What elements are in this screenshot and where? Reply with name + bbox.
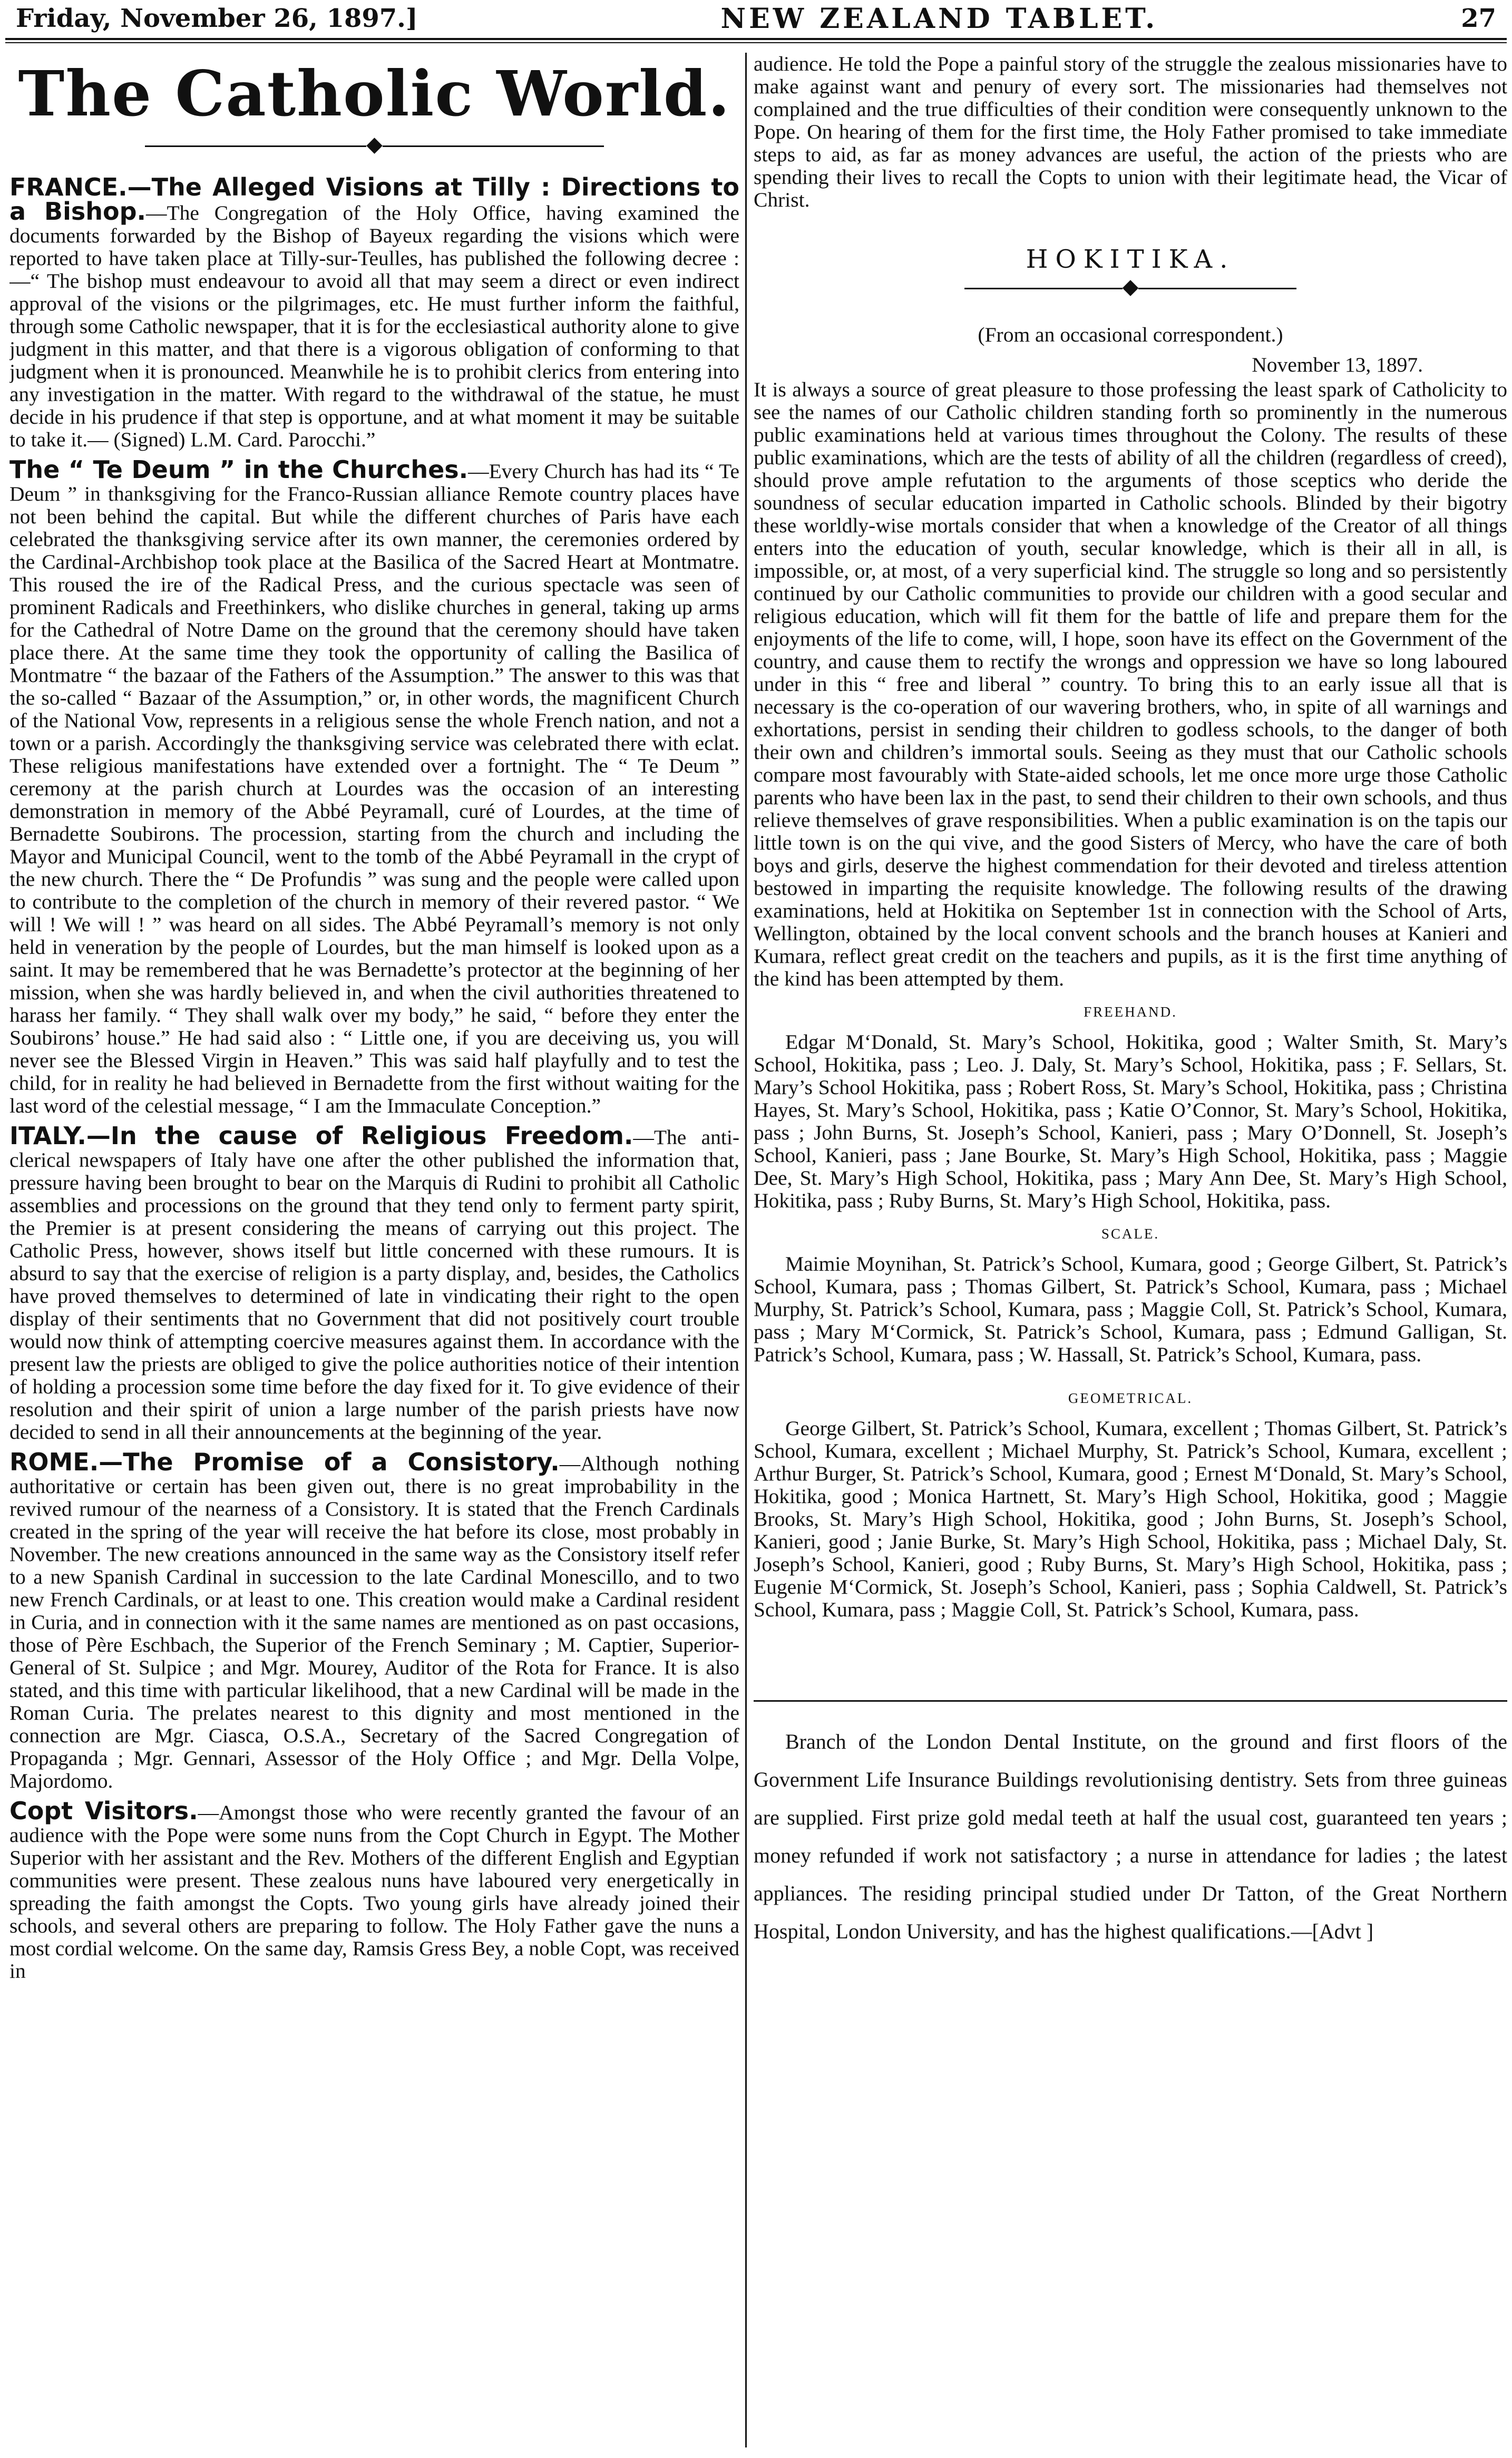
header-date: Friday, November 26, 1897.]	[16, 4, 418, 33]
results-label: SCALE.	[1101, 1226, 1160, 1242]
results-geometrical	[754, 1387, 1507, 1621]
article-heading: The “ Te Deum ” in the Churches.	[9, 455, 469, 484]
header-rule	[5, 38, 1507, 40]
article-heading: ITALY.—In the cause of Religious Freedom.	[9, 1121, 633, 1150]
article-heading: ROME.—The Promise of a Consistory.	[9, 1448, 560, 1476]
left-column	[9, 53, 739, 2450]
results-label: FREEHAND.	[1084, 1004, 1177, 1020]
diamond-icon: ◆	[1122, 275, 1139, 298]
masthead-ornament	[9, 134, 739, 155]
page-header	[0, 0, 1512, 37]
hokitika-byline: (From an occasional correspondent.)	[978, 323, 1283, 346]
hokitika-ornament	[754, 276, 1507, 297]
results-text: Maimie Moynihan, St. Patrick’s School, Kumara, good ; George Gilbert, St. Patrick’s School, Kumara, pass ; Thomas Gilbert, St. Patrick’s School, Kumara, pass ; Michael Murphy, St. Patrick’s School, Kumara, pass ; Maggie Coll, St. Patrick’s School, Kumara, pass ; Mary M‘Cormick, St. Patrick’s School, Kumara, pass ; Edmund Galligan, St. Patrick’s School, Kumara, pass ; W. Hassall, St. Patrick’s School, Kumara, pass.	[754, 1252, 1507, 1366]
right-column	[754, 53, 1507, 2450]
results-scale	[754, 1223, 1507, 1366]
article-te-deum	[9, 455, 739, 1117]
article-body: —Every Church has had its “ Te Deum ” in thanksgiving for the Franco-Russian alliance Remote country places have not been behind the capital. But while the different churches of Paris have each celebrated the thanksgiving service after its own manner, the ceremonies ordered by the Cardinal-Archbishop took place at the Basilica of the Sacred Heart at Montmatre. This roused the ire of the Radical Press, and the curious spectacle was seen of prominent Radicals and Freethinkers, who dislike churches in general, taking up arms for the Cathedral of Notre Dame on the ground that the ceremony should have taken place there. At the same time they took the opportunity of calling the Basilica of Montmatre “ the bazaar of the Fathers of the Assumption.” The answer to this was that the so-called “ Bazaar of the Assumption,” or, in other words, the magnificent Church of the National Vow, represents in a religious sense the whole French nation, and not a town or a parish. Accordingly the thanksgiving service was celebrated there with eclat. These religious manifestations have extended over a fortnight. The “ Te Deum ” ceremony at the parish church at Lourdes was the occasion of an interesting demonstration in memory of the Abbé Peyramall, curé of Lourdes, at the time of Bernadette Soubirons. The procession, starting from the church and including the Mayor and Municipal Council, went to the tomb of the Abbé Peyramall in the crypt of the new church. There the “ De Profundis ” was sung and the people were called upon to contribute to the completion of the church in memory of their revered pastor. “ We will ! We will ! ” was heard on all sides. The Abbé Peyramall’s memory is not only held in veneration by the people of Lourdes, but the man himself is looked upon as a saint. It may be remembered that he was Bernadette’s protector at the beginning of her mission, when she was hardly believed in, and when the civil authorities threatened to harass her family. “ They shall walk over my body,” he said, “ before they enter the Soubirons’ house.” He had said also : “ Little one, if you are deceiving us, you will never see the Blessed Virgin in Heaven.” This was said half playfully and to test the child, for in reality he had believed in Bernadette from the first without waiting for the last word of the celestial message, “ I am the Immaculate Conception.”	[9, 460, 739, 1117]
hokitika-body: It is always a source of great pleasure to those professing the least spark of Catholicity to see the names of our Catholic children standing forth so prominently in the numerous public examinations held at various times throughout the Colony. The results of these public examinations, which are the tests of ability of all the children (regardless of creed), should prove ample refutation to the arguments of those sceptics who deride the soundness of secular education imparted in Catholic schools. Blinded by their bigotry these worldly-wise mortals consider that when a knowledge of the Creator of all things enters into the education of youth, secular knowledge, which is their all in all, is impossible, or, at most, of a very superficial kind. The struggle so long and so persistently continued by our Catholic communities to provide our children with a good secular and religious education, which will fit them for the battle of life and prepare them for the enjoyments of the life to come, will, I hope, soon have its effect on the Government of the country, and cause them to rectify the wrongs and oppression we have so long laboured under in this “ free and liberal ” country. To bring this to an early issue all that is necessary is the co-operation of our wavering brothers, who, in spite of all warnings and exhortations, persist in sending their children to godless schools, to the danger of both their own and children’s immortal souls. Seeing as they must that our Catholic schools compare most favourably with State-aided schools, let me once more urge those Catholic parents who have been lax in the past, to send their children to their own schools, and thus relieve themselves of grave responsibilities. When a public examination is on the tapis our little town is on the qui vive, and the good Sisters of Mercy, who have the care of both boys and girls, deserve the highest commendation for their devoted and tireless attention bestowed in imparting the requisite knowledge. The following results of the drawing examinations, held at Hokitika on September 1st in connection with the School of Arts, Wellington, obtained by the local convent schools and the branch houses at Kanieri and Kumara, reflect great credit on the teachers and pupils, as it is the first time anything of the kind has been attempted by them.	[754, 378, 1507, 990]
header-rule-thin	[5, 42, 1507, 43]
article-body: —The Congregation of the Holy Office, having examined the documents forwarded by the Bishop of Bayeux regarding the visions which were reported to have taken place at Tilly-sur-Teulles, has published the following decree :—“ The bishop must endeavour to avoid all that may seem a direct or even indirect approval of the visions or the pilgrimages, etc. He must further inform the faithful, through some Catholic newspaper, that it is for the ecclesiastical authority alone to give judgment in this matter, and that there is a vigorous obligation of conforming to that judgment when it is pronounced. Meanwhile he is to prohibit clerics from entering into any investigation in the matter. With regard to the withdrawal of the statue, he must decide in his prudence if that step is opportune, and at what moment it may be suitable to take it.— (Signed) L.M. Card. Parocchi.”	[9, 201, 739, 451]
diamond-icon: ◆	[366, 132, 383, 156]
header-paper-name: NEW ZEALAND TABLET.	[720, 2, 1158, 35]
results-label: GEOMETRICAL.	[1068, 1390, 1193, 1406]
results-text: George Gilbert, St. Patrick’s School, Kumara, excellent ; Thomas Gilbert, St. Patrick’s School, Kumara, excellent ; Michael Murphy, St. Patrick’s School, Kumara, excellent ; Arthur Burger, St. Patrick’s School, Kumara, good ; Ernest M‘Donald, St. Mary’s School, Hokitika, good ; Monica Hartnett, St. Mary’s High School, Hokitika, good ; Maggie Brooks, St. Mary’s High School, Hokitika, good ; John Burns, St. Joseph’s School, Kanieri, good ; Janie Burke, St. Mary’s High School, Hokitika, pass ; Michael Daly, St. Joseph’s School, Kanieri, good ; Ruby Burns, St. Mary’s High School, Hokitika, pass ; Eugenie M‘Cormick, St. Joseph’s School, Kanieri, pass ; Sophia Caldwell, St. Patrick’s School, Kumara, pass ; Maggie Coll, St. Patrick’s School, Kumara, pass.	[754, 1417, 1507, 1621]
article-body: —Amongst those who were recently granted the favour of an audience with the Pope were some nuns from the Copt Church in Egypt. The Mother Superior with her assistant and the Rev. Mothers of the different English and Egyptian communities were present. These zealous nuns have laboured very energetically in spreading the faith amongst the Copts. Two young girls have already joined their schools, and several others are preparing to follow. The Holy Father gave the nuns a most cordial welcome. On the same day, Ramsis Gress Bey, a noble Copt, was received in	[9, 1801, 739, 1983]
article-copt	[9, 1797, 739, 1983]
article-copt-continued: audience. He told the Pope a painful story of the struggle the zealous missionaries have to make against want and penury of every sort. The missionaries had themselves not complained and the true difficulties of their condition were consequently unknown to the Pope. On hearing of them for the first time, the Holy Father promised to take immediate steps to aid, as far as money advances are useful, the action of the priests who are spending their lives to recall the Copts to union with their legitimate head, the Vicar of Christ.	[754, 53, 1507, 211]
article-heading: Copt Visitors.	[9, 1797, 198, 1825]
article-heading: FRANCE.—The Alleged Visions at Tilly : Directions to a Bishop.	[9, 173, 739, 226]
article-italy	[9, 1121, 739, 1443]
article-body: —The anti-clerical newspapers of Italy have one after the other published the information that, pressure having been brought to bear on the Marquis di Rudini to prohibit all Catholic assemblies and processions on the ground that they tend only to ferment party spirit, the Premier is at present considering the means of carrying out this project. The Catholic Press, however, shows itself but little concerned with these rumours. It is absurd to say that the exercise of religion is a party display, and, besides, the Catholics have proved themselves to determined of late in vindicating their right to the open display of their sentiments that no Government that did not positively court trouble would now think of attempting coercive measures against them. In accordance with the present law the priests are obliged to give the police authorities notice of their intention of holding a procession some time before the day fixed for it. To give evidence of their resolution and their spirit of union a large number of the parish priests have now decided to send in all their announcements at the beginning of the year.	[9, 1126, 739, 1443]
hokitika-date: November 13, 1897.	[1252, 353, 1423, 376]
header-page-number: 27	[1461, 4, 1496, 33]
advertisement-text: Branch of the London Dental Institute, on the ground and first floors of the Government Life Insurance Buildings revolutionising dentistry. Sets from three guineas are supplied. First prize gold medal teeth at half the usual cost, guaranteed ten years ; money refunded if work not satisfactory ; a nurse in attendance for ladies ; the latest appliances. The residing principal studied under Dr Tatton, of the Great Northern Hospital, London University, and has the highest qualifications.—[Advt ]	[754, 1730, 1507, 1943]
article-rome	[9, 1448, 739, 1792]
results-freehand	[754, 1001, 1507, 1212]
article-body: —Although nothing authoritative or certain has been given out, there is no great improbability in the revived rumour of the nearness of a Consistory. It is stated that the French Cardinals created in the spring of the year will receive the hat before its close, most probably in November. The new creations announced in the same way as the Consistory itself refer to a new Spanish Cardinal in succession to the late Cardinal Monescillo, and to two new French Cardinals, or at least to one. This creation would make a Cardinal resident in Curia, and in connection with it the same names are mentioned as on past occasions, those of Père Eschbach, the Superior of the French Seminary ; M. Captier, Superior-General of St. Sulpice ; and Mgr. Mourey, Auditor of the Rota for France. It is also stated, and this time with particular likelihood, that a new Cardinal will be made in the Roman Curia. The prelates nearest to this dignity and most mentioned in the connection are Mgr. Ciasca, O.S.A., Secretary of the Sacred Congregation of Propaganda ; Mgr. Gennari, Assessor of the Holy Office ; and Mgr. Della Volpe, Majordomo.	[9, 1452, 739, 1792]
dental-advertisement	[754, 1700, 1507, 1950]
column-divider	[745, 53, 747, 2447]
results-text: Edgar M‘Donald, St. Mary’s School, Hokitika, good ; Walter Smith, St. Mary’s School, Hokitika, pass ; Leo. J. Daly, St. Mary’s School, Hokitika, pass ; F. Sellars, St. Mary’s School Hokitika, pass ; Robert Ross, St. Mary’s School, Hokitika, pass ; Christina Hayes, St. Mary’s School, Hokitika, pass ; Katie O’Connor, St. Mary’s School, Hokitika, pass ; John Burns, St. Joseph’s School, Kanieri, pass ; Mary O’Donnell, St. Joseph’s School, Kanieri, pass ; Jane Bourke, St. Mary’s High School, Hokitika, pass ; Maggie Dee, St. Mary’s High School, Hokitika, pass ; Mary Ann Dee, St. Mary’s High School, Hokitika, pass ; Ruby Burns, St. Mary’s High School, Hokitika, pass.	[754, 1030, 1507, 1212]
section-masthead: The Catholic World.	[18, 57, 731, 130]
hokitika-title: HOKITIKA.	[1026, 245, 1235, 274]
article-france	[9, 173, 739, 451]
